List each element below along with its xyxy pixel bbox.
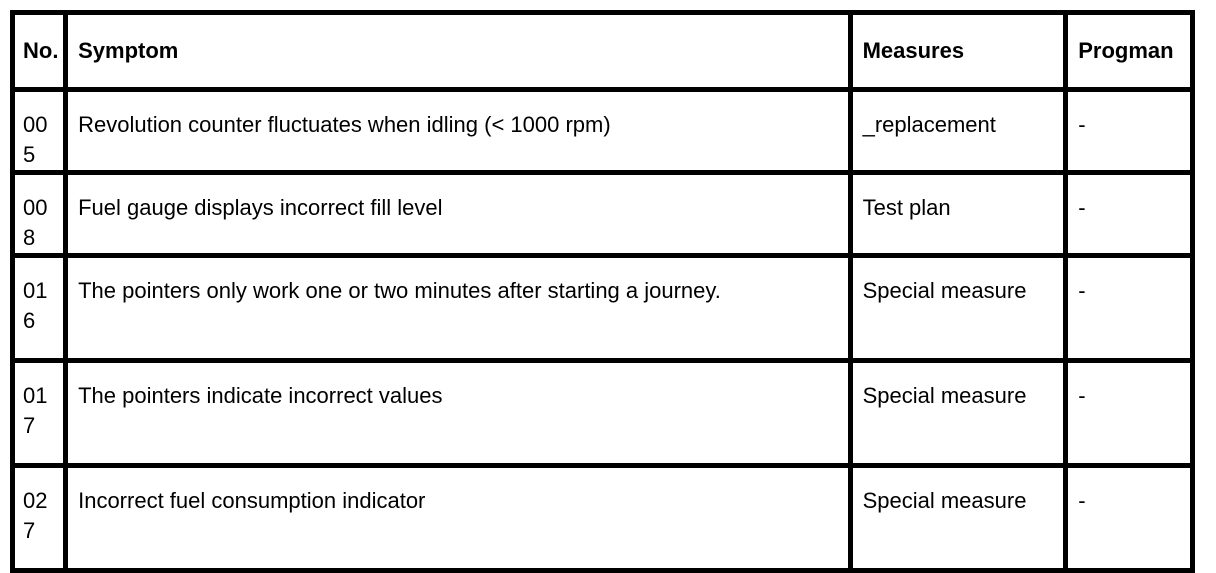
row-symptom: Incorrect fuel consumption indicator — [66, 466, 850, 571]
row-measures: Test plan — [850, 173, 1066, 256]
row-measures: Special measure — [850, 466, 1066, 571]
row-symptom: The pointers indicate incorrect values — [66, 361, 850, 466]
row-no: 008 — [13, 173, 66, 256]
row-progman: - — [1066, 361, 1193, 466]
row-symptom: Revolution counter fluctuates when idling (< 1000 rpm) — [66, 90, 850, 173]
row-progman: - — [1066, 90, 1193, 173]
table-row — [13, 466, 1193, 571]
row-no: 027 — [13, 466, 66, 571]
row-measures: Special measure — [850, 361, 1066, 466]
table-row — [13, 90, 1193, 173]
row-no: 005 — [13, 90, 66, 173]
row-symptom: The pointers only work one or two minutes after starting a journey. — [66, 256, 850, 361]
table-row — [13, 173, 1193, 256]
symptom-table — [10, 10, 1195, 573]
header-measures: Measures — [850, 13, 1066, 90]
row-progman: - — [1066, 466, 1193, 571]
table-row — [13, 361, 1193, 466]
row-measures: _replacement — [850, 90, 1066, 173]
header-no: No. — [13, 13, 66, 90]
row-measures: Special measure — [850, 256, 1066, 361]
row-no: 017 — [13, 361, 66, 466]
row-progman: - — [1066, 173, 1193, 256]
table-row — [13, 256, 1193, 361]
row-progman: - — [1066, 256, 1193, 361]
table-header-row — [13, 13, 1193, 90]
row-no: 016 — [13, 256, 66, 361]
header-progman: Progman — [1066, 13, 1193, 90]
row-symptom: Fuel gauge displays incorrect fill level — [66, 173, 850, 256]
header-symptom: Symptom — [66, 13, 850, 90]
